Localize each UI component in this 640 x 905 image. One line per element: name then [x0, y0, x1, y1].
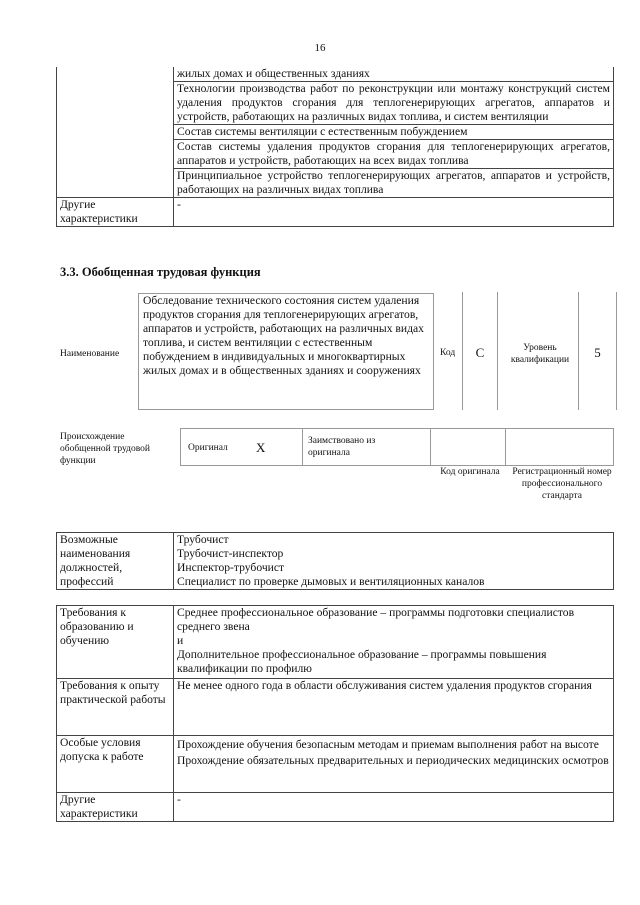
education-line: и	[177, 634, 184, 647]
level-label: Уровень квалификации	[510, 343, 570, 365]
position-item: Специалист по проверке дымовых и вентиляционных каналов	[177, 575, 485, 588]
admission-value	[174, 736, 614, 793]
education-line: Среднее профессиональное образование – программы подготовки специалистов среднего звена	[177, 606, 575, 633]
experience-value	[174, 679, 614, 736]
function-name: Обследование технического состояния систем удаления продуктов сгорания для теплогенерирующих агрегатов, аппаратов и устройств, работающих на различных видах топлива, и систем вентиляции с естественным побуждением в индивидуальных и многоквартирных жилых домах и в общественных зданиях и сооружениях	[138, 293, 434, 410]
other-characteristics-label: Другие характеристики	[57, 198, 174, 227]
position-item: Трубочист	[177, 533, 229, 546]
code-value: C	[475, 345, 485, 360]
positions-table	[56, 532, 614, 590]
education-line: Дополнительное профессиональное образование – программы повышения квалификации по профилю	[177, 648, 547, 675]
admission-line: Прохождение обучения безопасным методам и приемам выполнения работ на высоте	[177, 738, 599, 751]
positions-label: Возможные наименования должностей, профессий	[57, 533, 174, 590]
origin-row	[180, 428, 614, 466]
admission-label: Особые условия допуска к работе	[57, 736, 174, 793]
position-item: Инспектор-трубочист	[177, 561, 285, 574]
positions-list	[174, 533, 614, 590]
level-value: 5	[594, 345, 601, 360]
origin-code-caption: Код оригинала	[440, 467, 500, 477]
other-line: -	[177, 793, 181, 806]
name-label: Наименование	[60, 349, 120, 359]
origin-label: Происхождение обобщенной трудовой функции	[60, 432, 150, 466]
other-value	[174, 793, 614, 822]
other-label: Другие характеристики	[57, 793, 174, 822]
admission-line: Прохождение обязательных предварительных и периодических медицинских осмотров	[177, 754, 609, 767]
knowledge-item: Технологии производства работ по реконструкции или монтажу конструкций систем удаления продуктов сгорания для теплогенерирующих агрегатов, аппаратов и устройств, работающих на различных видах топлива, и систем вентиляции	[174, 82, 614, 125]
page-number: 16	[314, 42, 326, 54]
knowledge-table	[56, 67, 614, 227]
original-mark: X	[256, 440, 266, 455]
requirements-table	[56, 605, 614, 822]
experience-line: Не менее одного года в области обслуживания систем удаления продуктов сгорания	[177, 679, 592, 692]
education-value	[174, 606, 614, 679]
knowledge-item: Состав системы удаления продуктов сгорания для теплогенерирующих агрегатов, аппаратов и устройств, работающих на всех видах топлива	[174, 140, 614, 169]
level-box	[578, 292, 617, 410]
borrowed-label: Заимствовано из оригинала	[308, 436, 376, 458]
knowledge-continuation: жилых домах и общественных зданиях	[174, 67, 614, 82]
section-title: 3.3. Обобщенная трудовая функция	[60, 265, 261, 279]
knowledge-item: Состав системы вентиляции с естественным побуждением	[174, 125, 614, 140]
code-label: Код	[440, 348, 456, 358]
knowledge-label-cell	[57, 67, 174, 198]
experience-label: Требования к опыту практической работы	[57, 679, 174, 736]
other-characteristics-value: -	[174, 198, 614, 227]
registration-caption: Регистрационный номер профессионального стандарта	[512, 467, 612, 501]
education-label: Требования к образованию и обучению	[57, 606, 174, 679]
code-box	[462, 292, 498, 410]
original-label: Оригинал	[188, 443, 228, 453]
knowledge-item: Принципиальное устройство теплогенерирующих агрегатов, аппаратов и устройств, работающих на различных видах топлива	[174, 169, 614, 198]
position-item: Трубочист-инспектор	[177, 547, 284, 560]
